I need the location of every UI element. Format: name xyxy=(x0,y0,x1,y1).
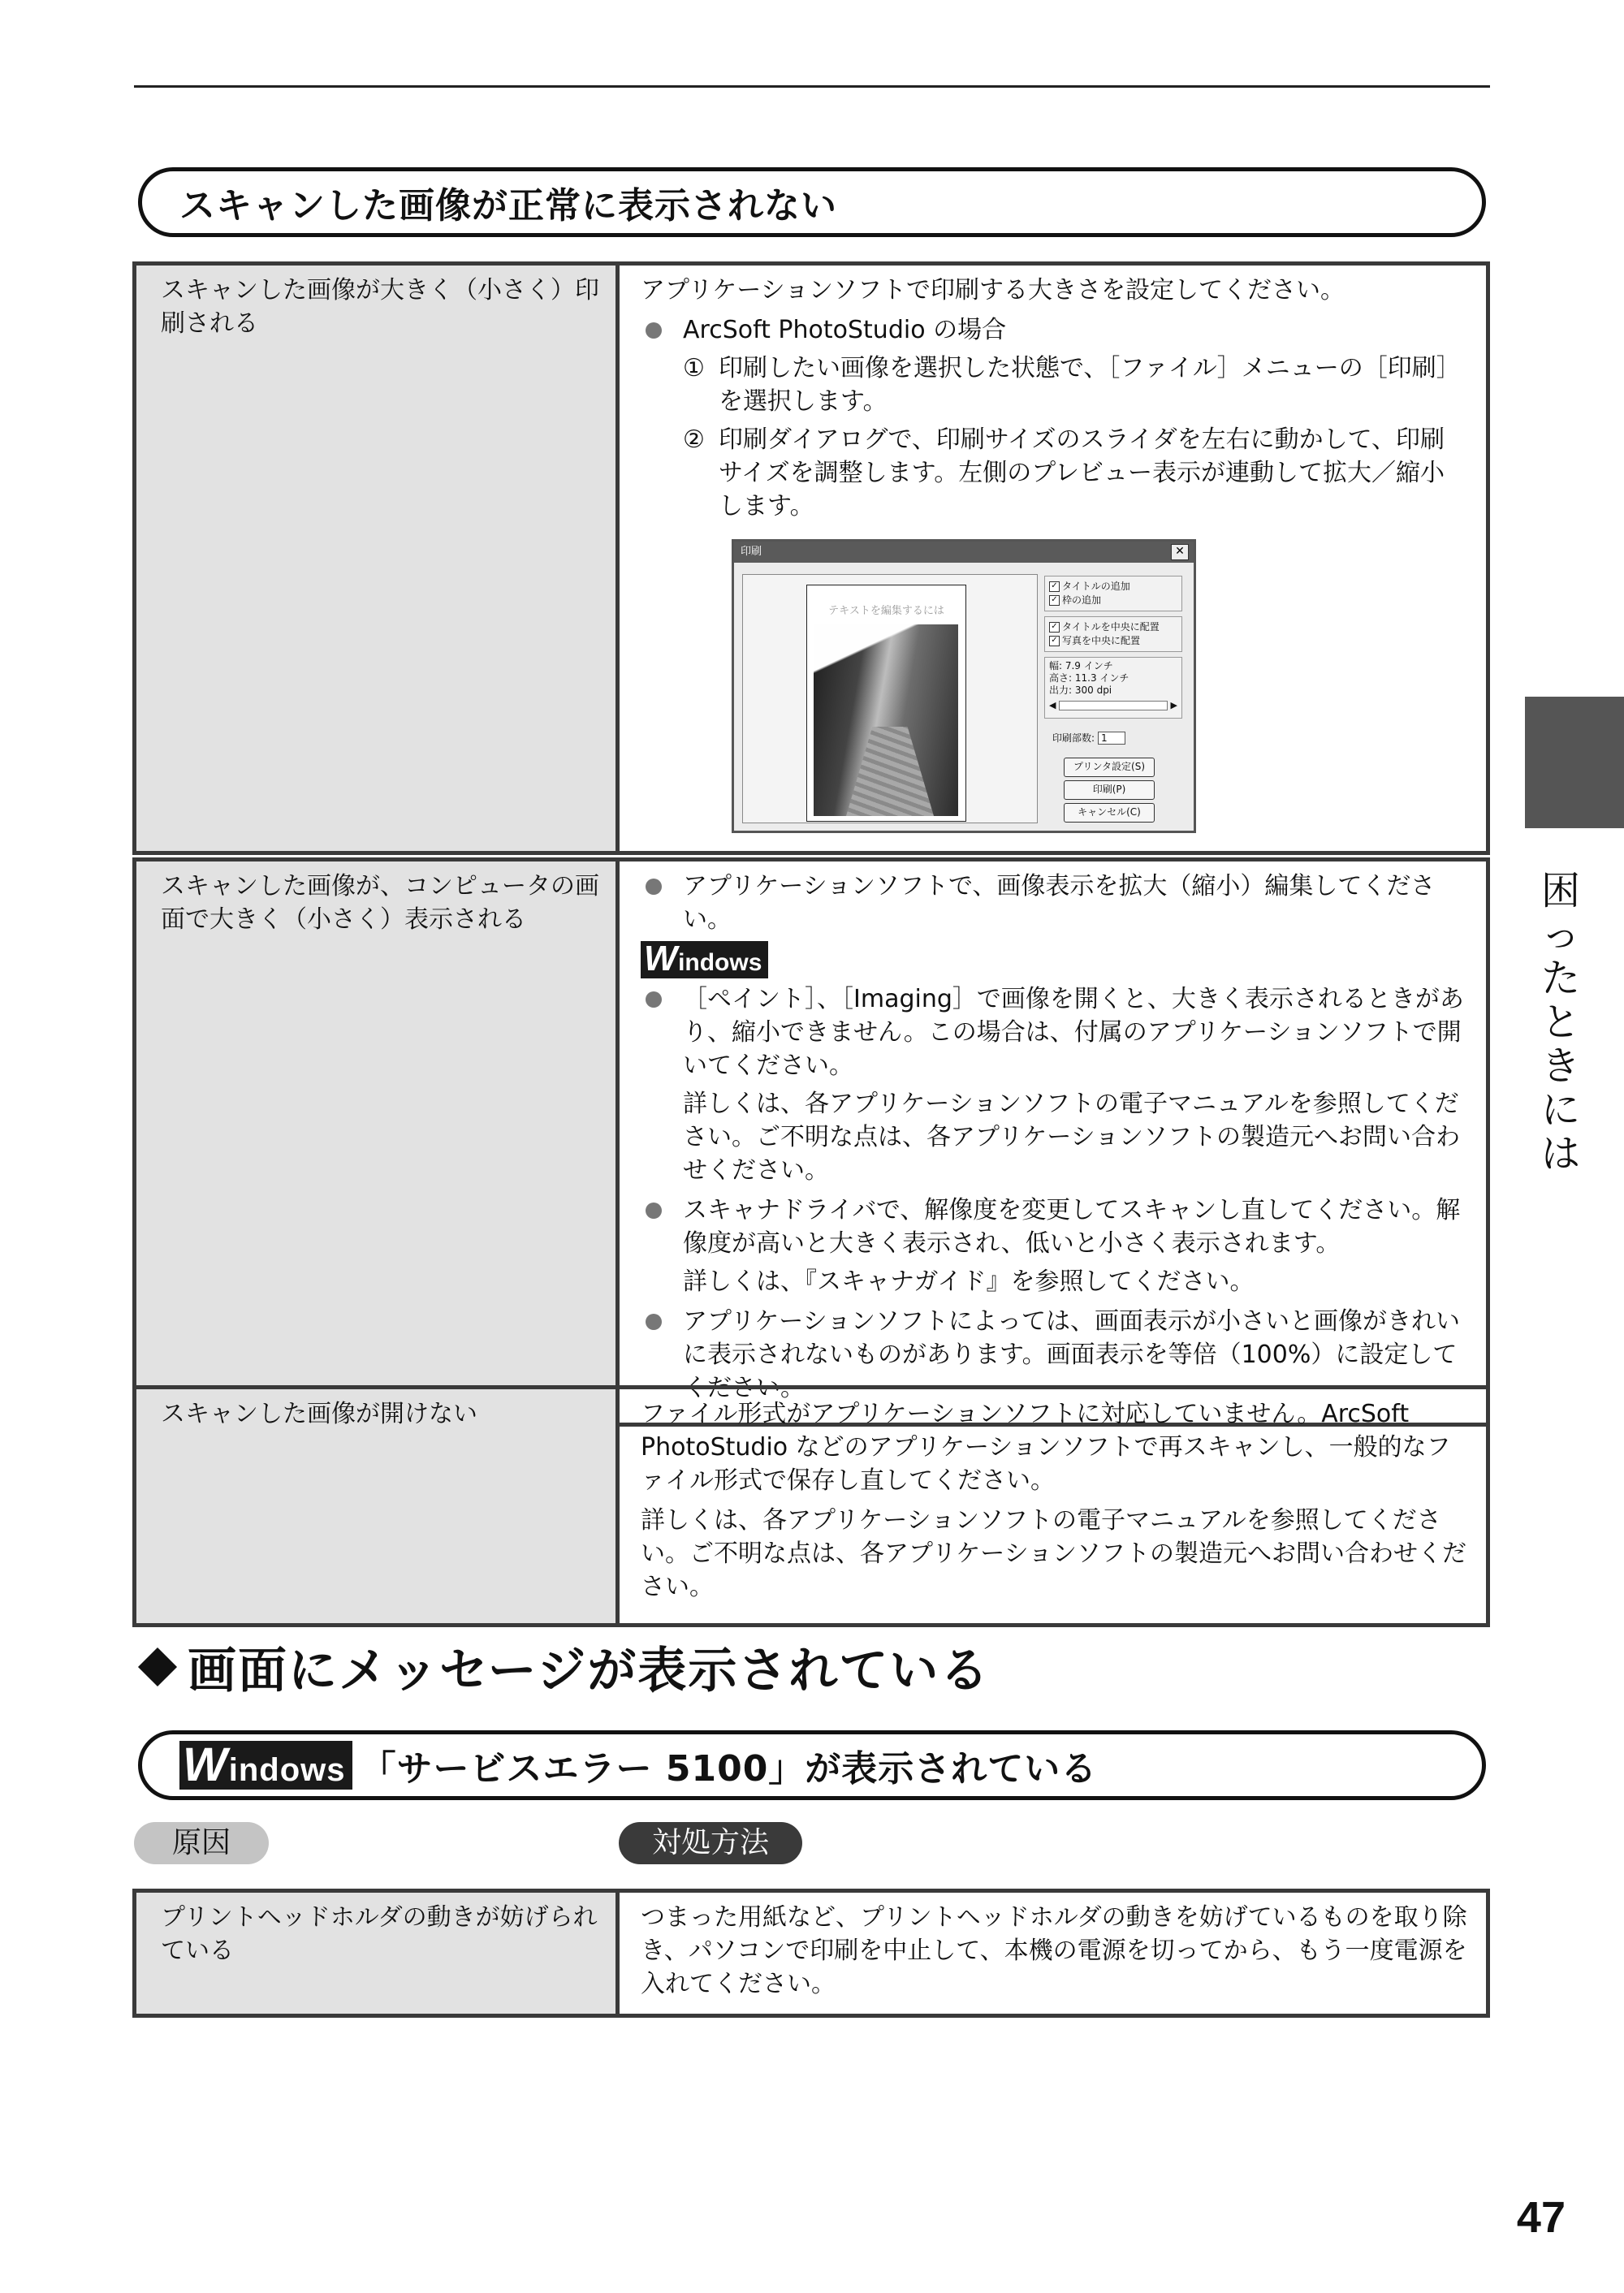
remedy-intro: アプリケーションソフトで印刷する大きさを設定してください。 xyxy=(641,276,1345,304)
bullet-item: アプリケーションソフトで、画像表示を拡大（縮小）編集してください。 xyxy=(641,870,1468,936)
cause-cell: プリントヘッドホルダの動きが妨げられている xyxy=(135,1891,618,2016)
size-width: 幅: 7.9 インチ xyxy=(1049,660,1113,671)
size-output: 出力: 300 dpi xyxy=(1049,684,1112,696)
table-row xyxy=(135,1891,1488,2016)
step-item xyxy=(641,352,1468,418)
preview-photo xyxy=(814,624,958,816)
layout-options-group xyxy=(1044,616,1182,652)
slider-track xyxy=(1059,701,1167,710)
section-title-text: 画面にメッセージが表示されている xyxy=(188,1643,991,1699)
page-number: 47 xyxy=(1516,2193,1566,2242)
cause-cell: スキャンした画像が、コンピュータの画面で大きく（小さく）表示される xyxy=(135,860,618,1425)
remedy-cell xyxy=(618,860,1488,1425)
close-icon: ✕ xyxy=(1171,544,1189,560)
remedy-cell xyxy=(618,1388,1488,1626)
section-header-scan-display xyxy=(138,167,1486,237)
note-text: 詳しくは、『スキャナガイド』を参照してください。 xyxy=(683,1267,1255,1296)
arrow-left-icon: ◀ xyxy=(1049,700,1056,710)
dialog-titlebar xyxy=(734,542,1194,563)
bullet-item: ［ペイント］、［Imaging］で画像を開くと、大きく表示されるときがあり、縮小できません。この場合は、付属のアプリケーションソフトで開いてください。 xyxy=(641,982,1468,1082)
step-number: ② xyxy=(683,425,705,454)
checkmark-icon: ✓ xyxy=(1049,595,1060,606)
section-header-text: 「サービスエラー 5100」が表示されている xyxy=(360,1748,1098,1790)
bullet-item: ArcSoft PhotoStudio の場合 xyxy=(641,313,1468,347)
trouble-table-print-size xyxy=(132,261,1490,855)
size-height: 高さ: 11.3 インチ xyxy=(1049,672,1129,684)
title-options-group xyxy=(1044,576,1182,611)
section-header-text: スキャンした画像が正常に表示されない xyxy=(179,185,837,227)
print-preview xyxy=(742,574,1038,823)
windows-logo: W indows xyxy=(641,941,768,978)
arrow-right-icon: ▶ xyxy=(1170,700,1177,710)
table-row xyxy=(135,860,1488,1425)
copies-field xyxy=(1052,732,1125,745)
checkbox-title-add: ✓ タイトルの追加 xyxy=(1049,581,1177,593)
printer-settings-button: プリンタ設定(S) xyxy=(1064,758,1155,777)
copies-input: 1 xyxy=(1098,732,1125,745)
windows-logo: W indows xyxy=(179,1741,352,1790)
remedy-cell xyxy=(618,264,1488,853)
diamond-icon xyxy=(138,1647,177,1686)
cancel-button: キャンセル(C) xyxy=(1064,803,1155,823)
table-row xyxy=(135,264,1488,853)
print-size-slider xyxy=(1049,699,1177,711)
remedy-tag: 対処方法 xyxy=(619,1822,802,1864)
checkmark-icon: ✓ xyxy=(1049,636,1060,646)
print-button: 印刷(P) xyxy=(1064,780,1155,800)
bullet-item: アプリケーションソフトによっては、画面表示が小さいと画像がきれいに表示されないものがあります。画面表示を等倍（100%）に設定してください。 xyxy=(641,1305,1468,1405)
bullet-item: スキャナドライバで、解像度を変更してスキャンし直してください。解像度が高いと大きく表示され、低いと小さく表示されます。 xyxy=(641,1194,1468,1260)
section-header-service-error xyxy=(138,1730,1486,1800)
print-size-group xyxy=(1044,657,1182,719)
note-text: 詳しくは、各アプリケーションソフトの電子マニュアルを参照してください。ご不明な点は、各アプリケーションソフトの製造元へお問い合わせください。 xyxy=(683,1090,1460,1185)
checkmark-icon: ✓ xyxy=(1049,581,1060,592)
remedy-cell: つまった用紙など、プリントヘッドホルダの動きを妨げているものを取り除き、パソコンで印刷を中止して、本機の電源を切ってから、もう一度電源を入れてください。 xyxy=(641,1903,1467,1998)
trouble-table-service-error xyxy=(132,1889,1490,2018)
windows-badge xyxy=(641,941,1468,979)
cause-tag: 原因 xyxy=(134,1822,269,1864)
checkmark-icon: ✓ xyxy=(1049,622,1060,633)
print-dialog-screenshot xyxy=(732,539,1196,833)
trouble-table-cannot-open xyxy=(132,1385,1490,1627)
cause-cell: スキャンした画像が開けない xyxy=(135,1388,618,1626)
section-title-messages xyxy=(134,1632,990,1702)
top-rule xyxy=(134,85,1490,88)
remedy-note: 詳しくは、各アプリケーションソフトの電子マニュアルを参照してください。ご不明な点は、各アプリケーションソフトの製造元へお問い合わせください。 xyxy=(641,1506,1466,1601)
chapter-label: 困ったときには xyxy=(1540,868,1580,1177)
preview-caption: テキストを編集するには xyxy=(828,605,944,617)
chapter-tab xyxy=(1525,697,1624,828)
step-text: 印刷したい画像を選択した状態で、［ファイル］メニューの［印刷］を選択します。 xyxy=(719,354,1461,416)
preview-paper xyxy=(806,585,966,822)
remedy-text: ファイル形式がアプリケーションソフトに対応していません。ArcSoft PhotoStudio などのアプリケーションソフトで再スキャンし、一般的なファイル形式で保存し直してください。 xyxy=(641,1400,1451,1495)
step-text: 印刷ダイアログで、印刷サイズのスライダを左右に動かして、印刷サイズを調整します。左側のプレビュー表示が連動して拡大／縮小します。 xyxy=(719,425,1445,520)
copies-label: 印刷部数: xyxy=(1052,732,1095,744)
checkbox-frame-add: ✓ 枠の追加 xyxy=(1049,594,1177,607)
cause-cell: スキャンした画像が大きく（小さく）印刷される xyxy=(135,264,618,853)
step-item xyxy=(641,423,1468,523)
step-number: ① xyxy=(683,354,705,382)
dialog-title: 印刷 xyxy=(741,546,762,558)
checkbox-title-center: ✓ タイトルを中央に配置 xyxy=(1049,621,1177,633)
checkbox-photo-center: ✓ 写真を中央に配置 xyxy=(1049,635,1177,647)
trouble-table-display-size xyxy=(132,857,1490,1427)
table-row xyxy=(135,1388,1488,1626)
